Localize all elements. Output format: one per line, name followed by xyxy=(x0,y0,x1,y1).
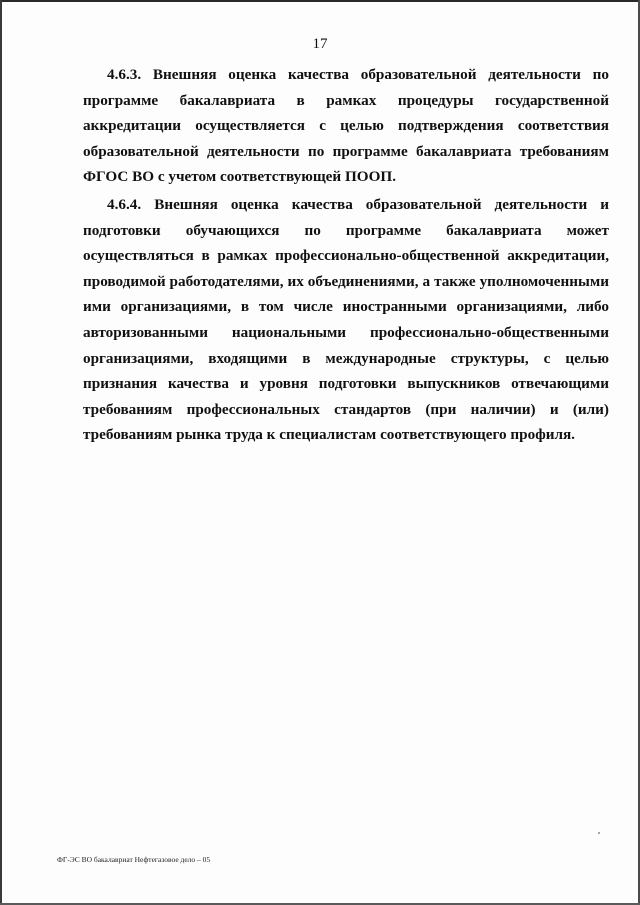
page-number: 17 xyxy=(312,36,328,52)
scan-speck xyxy=(598,832,600,834)
document-footer: ФГ-ЭС ВО бакалавриат Нефтегазовое дело – 05 xyxy=(57,855,211,864)
paragraph-4-6-3: 4.6.3. Внешняя оценка качества образовательной деятельности по программе бакалавриата в рамках процедуры государственной аккредитации осуществляется с целью подтверждения соответствия образовательной деятельности по программе бакалавриата требованиям ФГОС ВО с учетом соответствующей ПООП. xyxy=(83,66,609,186)
scan-border-top xyxy=(0,0,640,2)
paragraph-4-6-4: 4.6.4. Внешняя оценка качества образовательной деятельности и подготовки обучающихся по программе бакалавриата может осуществляться в рамках профессионально-общественной аккредитации, проводимой работодателями, их объединениями, а также уполномоченными ими организациями, в том числе иностранными организациями, либо авторизованными национальными профессионально-общественными организациями, входящими в международные структуры, с целью признания качества и уровня подготовки выпускников отвечающими требованиям профессиональных стандартов (при наличии) и (или) требованиям рынка труда к специалистам соответствующего профиля. xyxy=(83,195,609,444)
document-body xyxy=(83,62,609,448)
scan-border-left xyxy=(0,0,2,905)
